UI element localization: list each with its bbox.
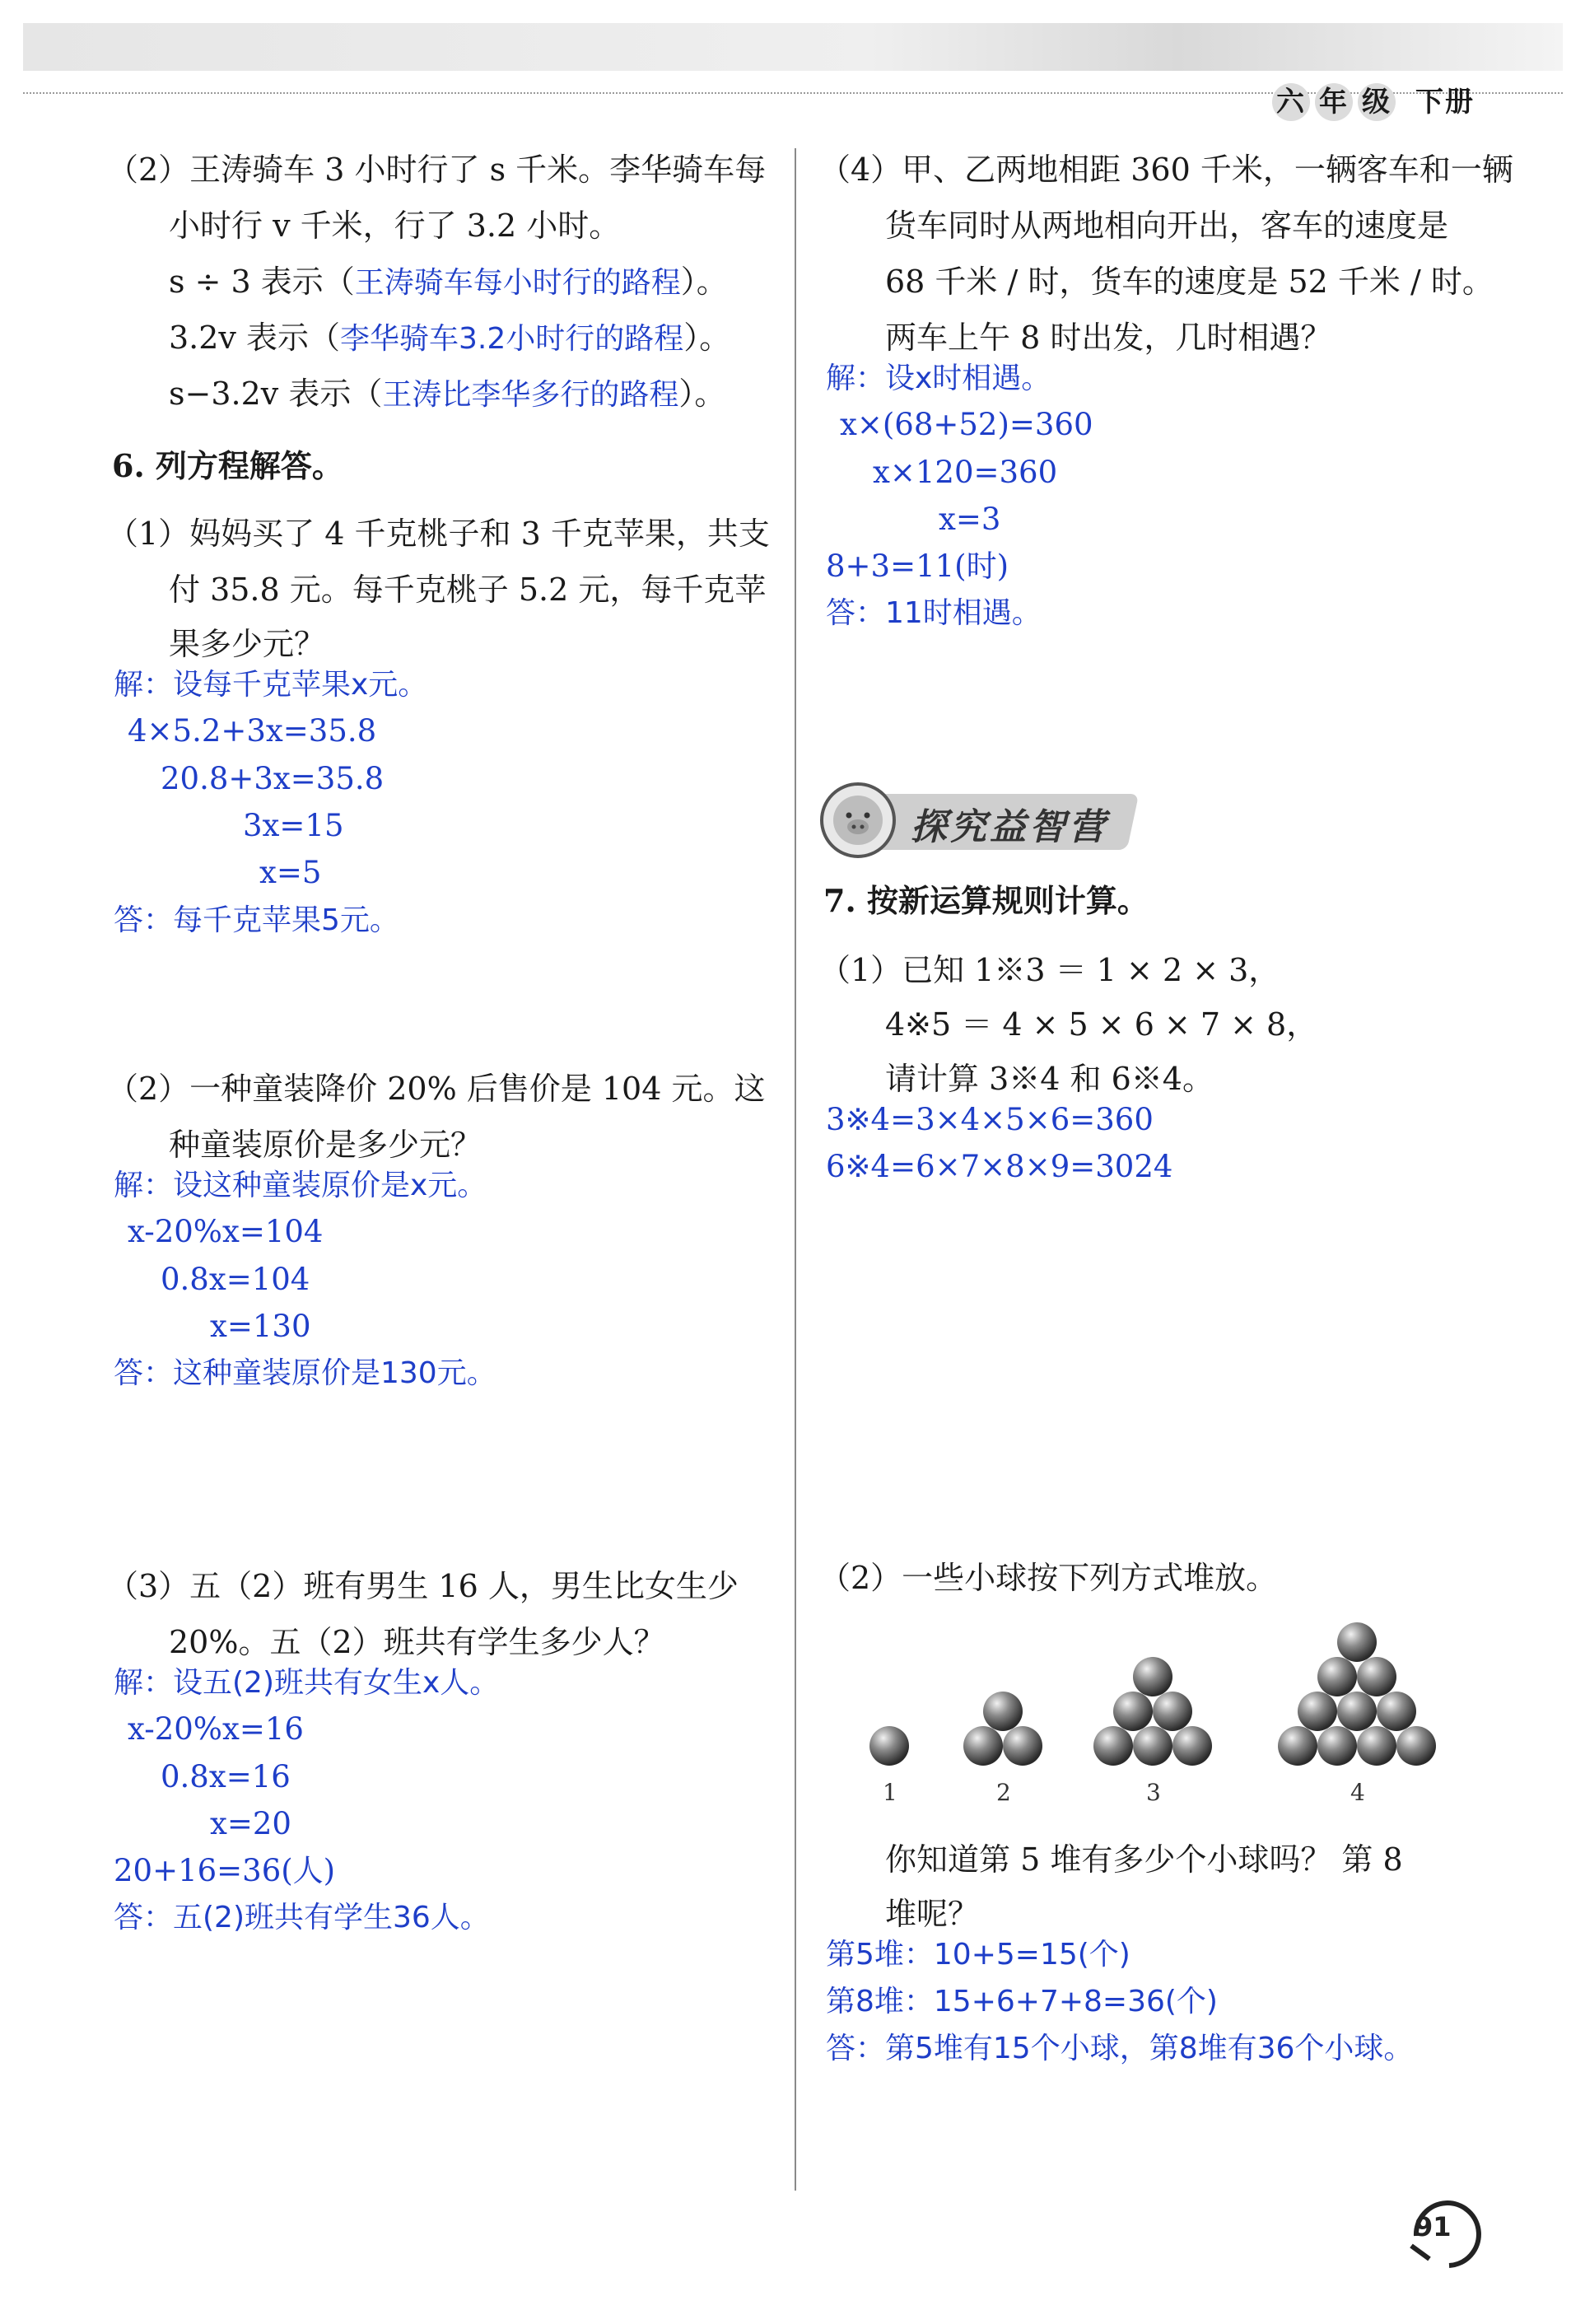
- q5-2-expression-1: s ÷ 3 表示（王涛骑车每小时行的路程）。: [169, 264, 728, 300]
- ball: [1153, 1692, 1192, 1731]
- q6-1-answer-line: 3x=15: [243, 808, 344, 843]
- answer-text: 王涛骑车每小时行的路程: [354, 266, 681, 300]
- ball: [983, 1692, 1023, 1731]
- section-badge: [820, 782, 1148, 861]
- q6-2-answer-line: 答：这种童装原价是130元。: [114, 1356, 496, 1390]
- q6-4-answer-line: x×120=360: [873, 455, 1058, 490]
- q6-1-answer-line: 解：设每千克苹果x元。: [114, 668, 428, 702]
- q6-1-line1: （1）妈妈买了 4 千克桃子和 3 千克苹果，共支: [107, 516, 770, 552]
- stack-label-1: 1: [883, 1779, 897, 1806]
- q6-3-answer-line: x-20%x=16: [128, 1711, 304, 1747]
- q6-2-line1: （2）一种童装降价 20% 后售价是 104 元。这: [107, 1071, 766, 1107]
- q7-2-line1: （2）一些小球按下列方式堆放。: [819, 1560, 1278, 1596]
- page-number-badge: [1400, 2186, 1490, 2277]
- q6-3-answer-line: 解：设五(2)班共有女生x人。: [114, 1666, 500, 1700]
- grade-label: [1272, 79, 1475, 121]
- ball: [1298, 1692, 1337, 1731]
- q6-3-line1: （3）五（2）班有男生 16 人，男生比女生少: [107, 1568, 739, 1604]
- q6-2-answer-line: x=130: [210, 1309, 311, 1344]
- q7-2-answer-line: 第5堆：10+5=15(个): [826, 1938, 1130, 1972]
- q6-1-line3: 果多少元？: [169, 626, 326, 662]
- q5-2-line1: （2）王涛骑车 3 小时行了 s 千米。李华骑车每: [107, 152, 767, 188]
- q6-2-answer-line: x-20%x=104: [128, 1214, 324, 1249]
- q6-title: 6. 列方程解答。: [112, 447, 343, 484]
- ball: [1337, 1622, 1377, 1662]
- ball: [1317, 1657, 1357, 1696]
- stack-label-2: 2: [996, 1779, 1011, 1806]
- ball-stacks-figure: [856, 1606, 1482, 1804]
- answer-text: 王涛比李华多行的路程: [382, 378, 679, 412]
- q6-4-answer-line: 8+3=11(时): [826, 548, 1009, 584]
- ball: [1133, 1726, 1172, 1766]
- q6-2-answer-line: 0.8x=104: [161, 1262, 310, 1297]
- q6-4-line4: 两车上午 8 时出发，几时相遇？: [885, 320, 1332, 356]
- q6-4-answer-line: x=3: [939, 502, 1001, 537]
- q6-3-answer-line: 0.8x=16: [161, 1759, 291, 1794]
- book-volume: 下册: [1415, 86, 1475, 119]
- ball: [1003, 1726, 1042, 1766]
- column-divider: [795, 148, 796, 2191]
- ball: [1133, 1657, 1172, 1696]
- q7-title: 7. 按新运算规则计算。: [823, 882, 1149, 919]
- q6-3-answer-line: 答：五(2)班共有学生36人。: [114, 1901, 490, 1934]
- q7-1-line2: 4※5 ＝ 4 × 5 × 6 × 7 × 8，: [885, 1006, 1318, 1043]
- q6-1-answer-line: 20.8+3x=35.8: [161, 761, 385, 796]
- ball: [869, 1726, 909, 1766]
- q6-1-answer-line: 4×5.2+3x=35.8: [128, 713, 377, 749]
- q6-1-line2: 付 35.8 元。每千克桃子 5.2 元，每千克苹: [169, 572, 767, 608]
- q6-4-answer-line: 答：11时相遇。: [826, 596, 1042, 630]
- q6-3-line2: 20%。五（2）班共有学生多少人？: [169, 1624, 665, 1660]
- header-band: [23, 23, 1563, 71]
- grade-char: 年: [1315, 83, 1353, 121]
- q5-2-expression-3: s−3.2v 表示（王涛比李华多行的路程）。: [169, 376, 726, 412]
- grade-char: 级: [1358, 83, 1396, 121]
- ball: [1377, 1692, 1416, 1731]
- page-number: 91: [1415, 2211, 1452, 2242]
- q7-1-line1: （1）已知 1※3 ＝ 1 × 2 × 3，: [819, 952, 1280, 988]
- q6-4-line2: 货车同时从两地相向开出，客车的速度是: [885, 208, 1449, 244]
- q7-1-line3: 请计算 3※4 和 6※4。: [885, 1061, 1214, 1097]
- ball: [1113, 1692, 1153, 1731]
- ball: [1172, 1726, 1212, 1766]
- piggy-mascot-icon: [820, 782, 896, 858]
- stack-label-3: 3: [1146, 1779, 1161, 1806]
- q7-2-line3: 堆呢？: [885, 1896, 980, 1932]
- ball: [1357, 1657, 1396, 1696]
- ball-stacks-svg: [856, 1606, 1482, 1804]
- q6-4-line3: 68 千米 / 时，货车的速度是 52 千米 / 时。: [885, 264, 1494, 300]
- q7-2-line2: 你知道第 5 堆有多少个小球吗？ 第 8: [885, 1841, 1403, 1878]
- q6-4-answer-line: x×(68+52)=360: [840, 407, 1093, 442]
- q7-2-answer-line: 第8堆：15+6+7+8=36(个): [826, 1985, 1218, 2018]
- q7-1-answer-line: 6※4=6×7×8×9=3024: [826, 1149, 1173, 1184]
- ball: [1093, 1726, 1133, 1766]
- q6-1-answer-line: x=5: [259, 855, 322, 890]
- q7-2-answer-line: 答：第5堆有15个小球，第8堆有36个小球。: [826, 2032, 1414, 2065]
- q6-2-line2: 种童装原价是多少元？: [169, 1127, 482, 1163]
- q7-1-answer-line: 3※4=3×4×5×6=360: [826, 1102, 1154, 1137]
- grade-char: 六: [1272, 83, 1310, 121]
- section-title: 探究益智营: [911, 806, 1108, 848]
- q6-3-answer-line: 20+16=36(人): [114, 1853, 336, 1888]
- answer-text: 李华骑车3.2小时行的路程: [339, 322, 684, 356]
- stack-label-4: 4: [1350, 1779, 1365, 1806]
- ball: [1357, 1726, 1396, 1766]
- ball: [963, 1726, 1003, 1766]
- ball: [1278, 1726, 1317, 1766]
- q6-1-answer-line: 答：每千克苹果5元。: [114, 903, 399, 937]
- q6-2-answer-line: 解：设这种童装原价是x元。: [114, 1169, 487, 1202]
- q6-4-line1: （4）甲、乙两地相距 360 千米，一辆客车和一辆: [819, 152, 1513, 188]
- q5-2-expression-2: 3.2v 表示（李华骑车3.2小时行的路程）。: [169, 320, 731, 356]
- ball: [1396, 1726, 1436, 1766]
- ball: [1317, 1726, 1357, 1766]
- q6-4-answer-line: 解：设x时相遇。: [826, 362, 1051, 395]
- q5-2-line2: 小时行 v 千米，行了 3.2 小时。: [169, 208, 621, 244]
- q6-3-answer-line: x=20: [210, 1806, 291, 1841]
- ball: [1337, 1692, 1377, 1731]
